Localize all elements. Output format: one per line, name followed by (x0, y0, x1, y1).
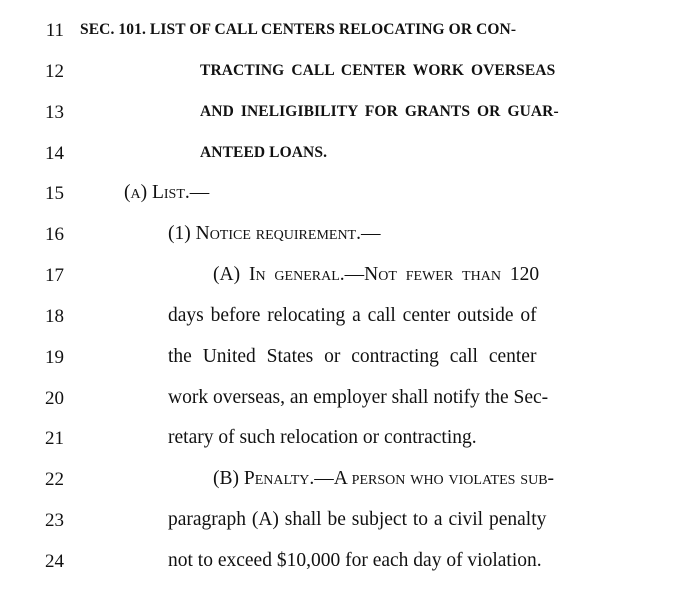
line-number: 17 (45, 265, 64, 286)
bill-line (0, 467, 695, 508)
body-text: days before relocating a call center outside of (168, 305, 537, 326)
bill-line (0, 18, 695, 59)
body-text: work overseas, an employer shall notify the Sec- (168, 387, 549, 408)
line-number: 24 (45, 551, 64, 572)
bill-line (0, 426, 695, 467)
subparagraph-text: (A) In general.—Not fewer than 120 (213, 264, 540, 285)
line-number: 11 (45, 20, 64, 41)
subparagraph-text: (B) Penalty.—A person who violates sub- (213, 468, 555, 489)
bill-line (0, 263, 695, 304)
bill-line (0, 508, 695, 549)
bill-line (0, 100, 695, 141)
line-number: 19 (45, 347, 64, 368)
line-number: 20 (45, 388, 64, 409)
bill-line (0, 59, 695, 100)
body-text: the United States or contracting call center (168, 346, 537, 367)
line-number: 22 (45, 469, 64, 490)
bill-line (0, 345, 695, 386)
section-heading-text: AND INELIGIBILITY FOR GRANTS OR GUAR- (200, 103, 559, 120)
bill-line (0, 222, 695, 263)
bill-line (0, 549, 695, 590)
section-heading-text: TRACTING CALL CENTER WORK OVERSEAS (200, 62, 556, 79)
bill-line (0, 304, 695, 345)
section-heading-line (80, 22, 608, 38)
body-text: retary of such relocation or contracting. (168, 427, 477, 448)
line-number: 14 (45, 143, 64, 164)
section-heading-text: SEC. 101. LIST OF CALL CENTERS RELOCATING OR CON- (80, 21, 517, 38)
body-text: paragraph (A) shall be subject to a civil penalty (168, 509, 547, 530)
line-number: 13 (45, 102, 64, 123)
bill-line (0, 181, 695, 222)
line-number: 23 (45, 510, 64, 531)
line-number: 21 (45, 428, 64, 449)
bill-line (0, 386, 695, 427)
line-number: 16 (45, 224, 64, 245)
subsection-heading: (a) List.— (124, 182, 210, 203)
line-number: 18 (45, 306, 64, 327)
bill-line (0, 141, 695, 182)
paragraph-heading: (1) Notice requirement.— (168, 223, 381, 244)
line-number: 12 (45, 61, 64, 82)
section-heading-text: ANTEED LOANS. (200, 144, 328, 161)
line-number: 15 (45, 183, 64, 204)
body-text: not to exceed $10,000 for each day of violation. (168, 550, 542, 571)
